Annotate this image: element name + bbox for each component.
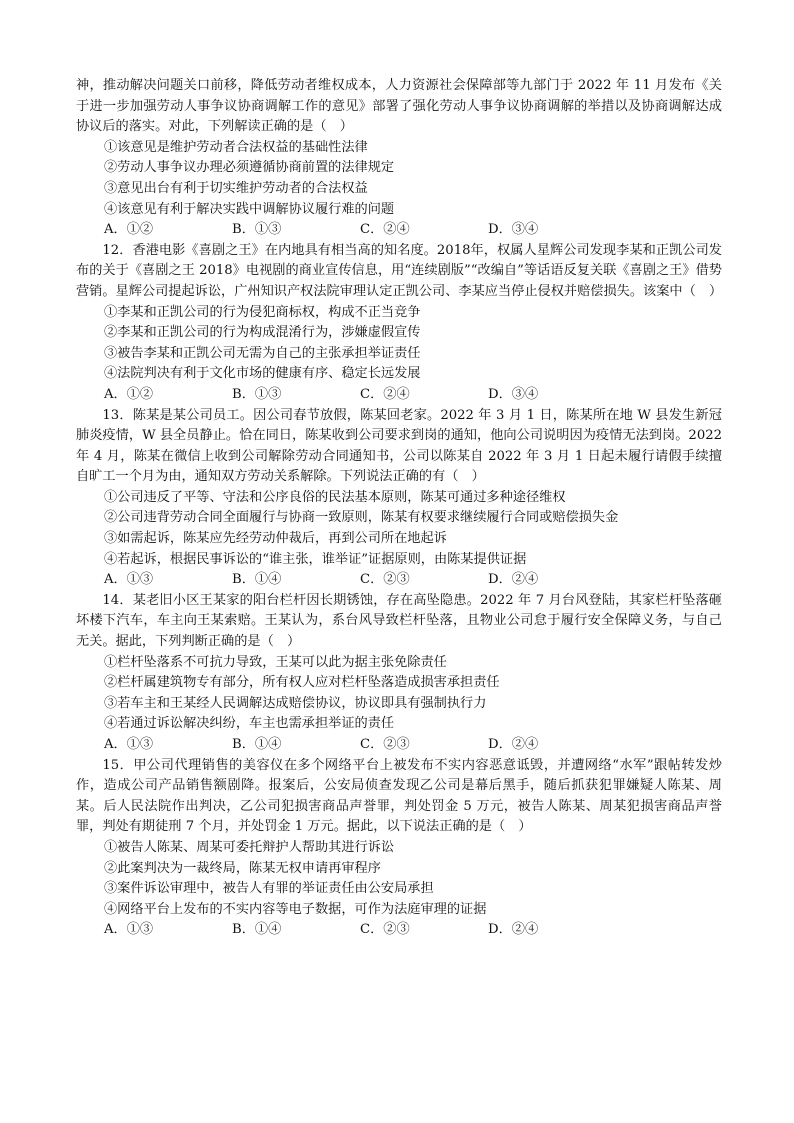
option-4: ④若起诉，根据民事诉讼的“谁主张，谁举证”证据原则，由陈某提供证据 <box>104 551 527 567</box>
question-stem: 12．香港电影《喜剧之王》在内地具有相当高的知名度。2018年，权属人星辉公司发现李某和正凯公司发布的关于《喜剧之王 2018》电视剧的商业宣传信息，用“连续剧版”“改编自”等话语反复关联《喜剧之王》借势营销。星辉公司提起诉讼，广州知识产权法院审理认定正凯公司、李某应当停止侵权并赔偿损失。该案中（ ） <box>76 242 723 299</box>
choice-d[interactable]: D．②④ <box>488 572 539 588</box>
question-13 <box>76 406 722 591</box>
answer-choices <box>76 920 722 941</box>
choice-a[interactable]: A．①③ <box>104 737 154 752</box>
choice-d[interactable]: D．③④ <box>488 222 539 238</box>
choice-c[interactable]: C．②④ <box>360 222 410 238</box>
option-3: ③若车主和王某经人民调解达成赔偿协议，协议即具有强制执行力 <box>104 695 487 711</box>
choice-d[interactable]: D．②④ <box>488 922 539 938</box>
choice-a[interactable]: A．①③ <box>104 572 154 588</box>
choice-b[interactable]: B．①③ <box>232 222 282 238</box>
option-1: ①公司违反了平等、守法和公序良俗的民法基本原则，陈某可通过多种途径维权 <box>104 489 566 505</box>
option-1: ①该意见是维护劳动者合法权益的基础性法律 <box>104 139 368 155</box>
answer-choices <box>76 735 722 756</box>
option-2: ②公司违背劳动合同全面履行与协商一致原则，陈某有权要求继续履行合同或赔偿损失金 <box>104 510 619 526</box>
option-2: ②栏杆属建筑物专有部分，所有权人应对栏杆坠落造成损害承担责任 <box>104 675 500 691</box>
option-2: ②李某和正凯公司的行为构成混淆行为，涉嫌虚假宣传 <box>104 325 421 341</box>
answer-choices <box>76 385 722 406</box>
option-3: ③被告李某和正凯公司无需为自己的主张承担举证责任 <box>104 345 421 361</box>
question-stem: 14．某老旧小区王某家的阳台栏杆因长期锈蚀，存在高坠隐患。2022 年 7 月台风登陆，其家栏杆坠落砸坏楼下汽车，车主向王某索赔。王某认为，系台风导致栏杆坠落，且物业公司怠于履行安全保障义务，与自己无关。据此，下列判断正确的是（ ） <box>76 592 722 650</box>
question-stem: 13．陈某是某公司员工。因公司春节放假，陈某回老家。2022 年 3 月 1 日，陈某所在地 W 县发生新冠肺炎疫情，W 县全员静止。恰在同日，陈某收到公司要求到岗的通知，他向公司说明因为疫情无法到岗。2022 年 4 月，陈某在微信上收到公司解除劳动合同通知书，公司以陈某自 2022 年 3 月 1 日起未履行请假手续擅自旷工一个月为由，通知双方劳动关系解除。下列说法正确的有（ ） <box>76 407 722 485</box>
option-1: ①被告人陈某、周某可委托辩护人帮助其进行诉讼 <box>104 839 395 855</box>
choice-b[interactable]: B．①④ <box>232 572 282 588</box>
answer-choices <box>76 220 722 241</box>
choice-c[interactable]: C．②④ <box>360 386 410 402</box>
question-12 <box>76 241 722 406</box>
option-3: ③案件诉讼审理中，被告人有罪的举证责任由公安局承担 <box>104 881 434 897</box>
question-stem: 神，推动解决问题关口前移，降低劳动者维权成本，人力资源社会保障部等九部门于 2022 年 11 月发布《关于进一步加强劳动人事争议协商调解工作的意见》部署了强化劳动人事争议协商调解的举措以及协商调解达成协议后的落实。对此，下列解读正确的是（ ） <box>76 78 722 135</box>
option-3: ③意见出台有利于切实维护劳动者的合法权益 <box>104 180 368 196</box>
option-4: ④法院判决有利于文化市场的健康有序、稳定长远发展 <box>104 366 421 382</box>
choice-d[interactable]: D．②④ <box>488 737 539 752</box>
option-3: ③如需起诉，陈某应先经劳动仲裁后，再到公司所在地起诉 <box>104 531 447 547</box>
option-4: ④该意见有利于解决实践中调解协议履行难的问题 <box>104 201 395 217</box>
choice-a[interactable]: A．①③ <box>104 922 154 938</box>
option-1: ①李某和正凯公司的行为侵犯商标权，构成不正当竞争 <box>104 304 421 320</box>
choice-b[interactable]: B．①③ <box>232 386 282 402</box>
option-4: ④网络平台上发布的不实内容等电子数据，可作为法庭审理的证据 <box>104 901 487 917</box>
choice-c[interactable]: C．②③ <box>360 572 410 588</box>
choice-b[interactable]: B．①④ <box>232 922 282 938</box>
choice-b[interactable]: B．①④ <box>232 737 282 752</box>
question-15 <box>76 756 722 941</box>
choice-c[interactable]: C．②③ <box>360 737 410 752</box>
option-2: ②此案判决为一裁终局，陈某无权申请再审程序 <box>104 860 381 876</box>
question-stem: 15．甲公司代理销售的美容仪在多个网络平台上被发布不实内容恶意诋毁，并遭网络“水军”跟帖转发炒作，造成公司产品销售额剧降。报案后，公安局侦查发现乙公司是幕后黑手，随后抓获犯罪嫌疑人陈某、周某。后人民法院作出判决，乙公司犯损害商品声誉罪，判处罚金 5 万元，被告人陈某、周某犯损害商品声誉罪，判处有期徒刑 7 个月，并处罚金 1 万元。据此，以下说法正确的是（ ） <box>76 757 722 835</box>
answer-choices <box>76 570 722 591</box>
option-1: ①栏杆坠落系不可抗力导致，王某可以此为据主张免除责任 <box>104 654 447 670</box>
choice-a[interactable]: A．①② <box>104 386 154 402</box>
choice-c[interactable]: C．②③ <box>360 922 410 938</box>
choice-d[interactable]: D．③④ <box>488 386 539 402</box>
question-14 <box>76 591 722 756</box>
question-11-continued <box>76 76 722 241</box>
choice-a[interactable]: A．①② <box>104 222 154 238</box>
option-2: ②劳动人事争议办理必须遵循协商前置的法律规定 <box>104 160 395 176</box>
option-4: ④若通过诉讼解决纠纷，车主也需承担举证的责任 <box>104 716 395 732</box>
